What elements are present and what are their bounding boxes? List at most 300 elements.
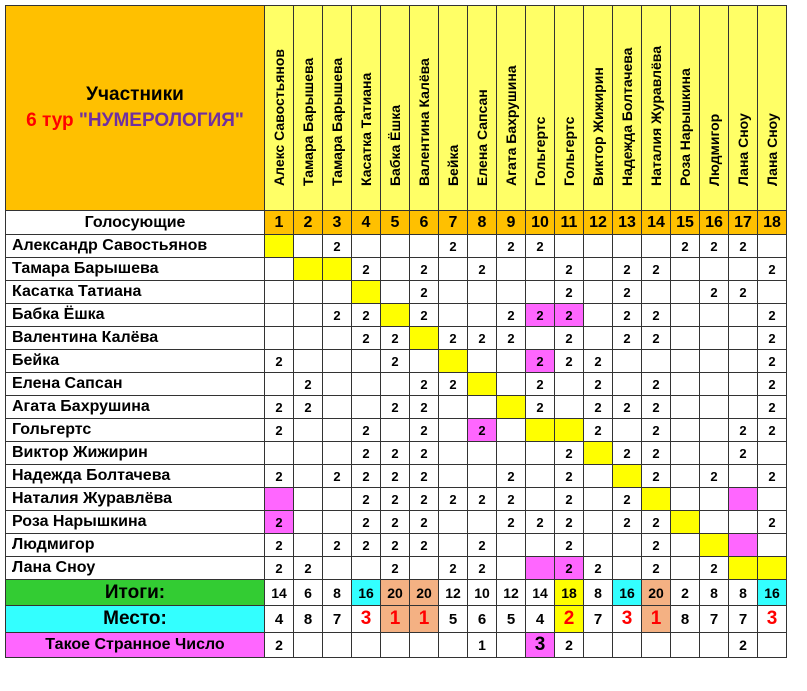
vote-cell: 2 xyxy=(381,465,410,488)
voter-name: Елена Сапсан xyxy=(6,373,265,396)
vote-cell: 2 xyxy=(439,373,468,396)
vote-cell xyxy=(352,557,381,580)
total-cell: 20 xyxy=(642,580,671,606)
vote-cell xyxy=(729,304,758,327)
vote-cell xyxy=(265,235,294,258)
total-cell: 10 xyxy=(468,580,497,606)
vote-cell xyxy=(642,235,671,258)
vote-cell: 2 xyxy=(729,442,758,465)
participant-name: Людмигор xyxy=(706,113,722,186)
vote-cell xyxy=(468,442,497,465)
voter-row xyxy=(6,373,787,396)
vote-cell: 2 xyxy=(265,557,294,580)
participant-name: Виктор Жижирин xyxy=(590,67,606,186)
strange-number-label: Такое Странное Число xyxy=(6,633,265,658)
vote-cell xyxy=(294,304,323,327)
vote-cell xyxy=(294,419,323,442)
vote-cell: 2 xyxy=(613,281,642,304)
vote-cell: 2 xyxy=(584,373,613,396)
participant-number: 10 xyxy=(526,211,555,235)
vote-cell: 2 xyxy=(555,350,584,373)
vote-cell xyxy=(584,511,613,534)
vote-cell: 2 xyxy=(381,534,410,557)
vote-cell xyxy=(294,488,323,511)
vote-cell xyxy=(729,327,758,350)
vote-cell: 2 xyxy=(497,465,526,488)
vote-cell: 2 xyxy=(352,534,381,557)
strange-number-cell: 3 xyxy=(526,633,555,658)
place-cell: 4 xyxy=(265,606,294,633)
vote-cell xyxy=(584,327,613,350)
participant-header xyxy=(671,6,700,211)
vote-cell: 2 xyxy=(410,373,439,396)
vote-cell: 2 xyxy=(555,557,584,580)
vote-cell: 2 xyxy=(526,511,555,534)
vote-cell xyxy=(323,327,352,350)
vote-cell: 2 xyxy=(555,327,584,350)
vote-cell: 2 xyxy=(410,534,439,557)
vote-cell: 2 xyxy=(642,373,671,396)
voter-name: Лана Сноу xyxy=(6,557,265,580)
voter-row xyxy=(6,534,787,557)
vote-cell: 2 xyxy=(758,327,787,350)
vote-cell xyxy=(294,327,323,350)
vote-cell xyxy=(584,235,613,258)
participant-name: Надежда Болтачева xyxy=(619,47,635,186)
vote-cell xyxy=(468,373,497,396)
vote-cell: 2 xyxy=(555,258,584,281)
strange-number-cell xyxy=(584,633,613,658)
strange-number-cell: 2 xyxy=(555,633,584,658)
vote-cell: 2 xyxy=(410,419,439,442)
participant-name: Лана Сноу xyxy=(735,113,751,186)
vote-cell xyxy=(352,281,381,304)
vote-cell: 2 xyxy=(439,488,468,511)
participant-header xyxy=(642,6,671,211)
vote-cell xyxy=(700,419,729,442)
place-cell: 6 xyxy=(468,606,497,633)
vote-cell: 2 xyxy=(758,419,787,442)
vote-cell xyxy=(265,373,294,396)
participant-name: Елена Сапсан xyxy=(474,89,490,186)
vote-cell xyxy=(439,281,468,304)
vote-cell xyxy=(758,557,787,580)
voter-row xyxy=(6,557,787,580)
vote-cell: 2 xyxy=(700,281,729,304)
strange-number-cell xyxy=(352,633,381,658)
vote-cell xyxy=(584,304,613,327)
vote-cell xyxy=(323,419,352,442)
vote-cell: 2 xyxy=(439,557,468,580)
total-cell: 16 xyxy=(352,580,381,606)
vote-cell xyxy=(526,465,555,488)
vote-cell: 2 xyxy=(526,396,555,419)
place-cell: 5 xyxy=(497,606,526,633)
participant-number: 11 xyxy=(555,211,584,235)
vote-cell: 2 xyxy=(323,465,352,488)
voter-name: Роза Нарышкина xyxy=(6,511,265,534)
vote-cell: 2 xyxy=(613,258,642,281)
vote-cell: 2 xyxy=(410,258,439,281)
participant-name: Тамара Барышева xyxy=(329,57,345,186)
strange-number-cell xyxy=(294,633,323,658)
vote-cell xyxy=(729,557,758,580)
participant-name: Бабка Ёшка xyxy=(387,104,403,186)
vote-cell xyxy=(526,534,555,557)
participant-number: 4 xyxy=(352,211,381,235)
vote-cell xyxy=(671,373,700,396)
voter-name: Агата Бахрушина xyxy=(6,396,265,419)
vote-cell xyxy=(323,258,352,281)
strange-number-cell: 2 xyxy=(729,633,758,658)
participant-number: 17 xyxy=(729,211,758,235)
vote-cell xyxy=(642,281,671,304)
vote-cell xyxy=(497,258,526,281)
vote-cell xyxy=(265,442,294,465)
vote-cell: 2 xyxy=(439,235,468,258)
vote-cell: 2 xyxy=(497,511,526,534)
vote-cell xyxy=(323,396,352,419)
vote-cell: 2 xyxy=(642,442,671,465)
vote-cell xyxy=(294,350,323,373)
theme-label: "НУМЕРОЛОГИЯ" xyxy=(78,110,244,131)
voter-name: Виктор Жижирин xyxy=(6,442,265,465)
total-cell: 14 xyxy=(526,580,555,606)
title-cell xyxy=(6,6,265,211)
strange-number-cell xyxy=(671,633,700,658)
place-cell: 8 xyxy=(294,606,323,633)
vote-cell xyxy=(439,465,468,488)
participant-number: 1 xyxy=(265,211,294,235)
place-cell: 8 xyxy=(671,606,700,633)
voter-row xyxy=(6,465,787,488)
vote-cell: 2 xyxy=(555,488,584,511)
vote-cell: 2 xyxy=(381,442,410,465)
vote-cell xyxy=(439,350,468,373)
vote-cell xyxy=(468,281,497,304)
vote-cell xyxy=(497,534,526,557)
vote-cell: 2 xyxy=(613,396,642,419)
vote-cell xyxy=(642,350,671,373)
vote-cell xyxy=(526,488,555,511)
voter-name: Валентина Калёва xyxy=(6,327,265,350)
vote-cell: 2 xyxy=(642,419,671,442)
round-theme xyxy=(6,110,264,132)
participant-header xyxy=(555,6,584,211)
voter-row xyxy=(6,235,787,258)
place-cell: 1 xyxy=(410,606,439,633)
vote-cell: 2 xyxy=(613,327,642,350)
vote-cell xyxy=(323,488,352,511)
voter-name: Александр Савостьянов xyxy=(6,235,265,258)
voter-row xyxy=(6,396,787,419)
participant-header xyxy=(468,6,497,211)
vote-cell xyxy=(439,396,468,419)
vote-cell xyxy=(700,396,729,419)
vote-cell: 2 xyxy=(294,373,323,396)
vote-cell xyxy=(671,557,700,580)
vote-cell xyxy=(323,350,352,373)
vote-cell xyxy=(439,419,468,442)
participant-number: 2 xyxy=(294,211,323,235)
vote-cell: 2 xyxy=(729,235,758,258)
strange-number-row xyxy=(6,633,787,658)
vote-cell: 2 xyxy=(700,465,729,488)
voter-name: Людмигор xyxy=(6,534,265,557)
strange-number-cell xyxy=(497,633,526,658)
vote-cell xyxy=(671,488,700,511)
vote-cell: 2 xyxy=(294,396,323,419)
vote-cell xyxy=(700,350,729,373)
vote-cell xyxy=(758,281,787,304)
vote-cell: 2 xyxy=(265,465,294,488)
place-cell: 3 xyxy=(352,606,381,633)
vote-cell: 2 xyxy=(468,419,497,442)
vote-cell xyxy=(700,534,729,557)
total-cell: 8 xyxy=(584,580,613,606)
strange-number-cell xyxy=(613,633,642,658)
vote-cell: 2 xyxy=(584,419,613,442)
place-cell: 4 xyxy=(526,606,555,633)
vote-cell xyxy=(265,304,294,327)
participant-header xyxy=(729,6,758,211)
voter-name: Касатка Татиана xyxy=(6,281,265,304)
participant-header xyxy=(584,6,613,211)
vote-cell: 2 xyxy=(642,327,671,350)
place-cell: 7 xyxy=(584,606,613,633)
vote-cell: 2 xyxy=(758,511,787,534)
vote-cell xyxy=(729,373,758,396)
vote-cell: 2 xyxy=(468,557,497,580)
participant-number: 5 xyxy=(381,211,410,235)
place-cell: 7 xyxy=(700,606,729,633)
vote-cell: 2 xyxy=(381,488,410,511)
vote-cell: 2 xyxy=(352,327,381,350)
participant-name: Тамара Барышева xyxy=(300,57,316,186)
vote-cell: 2 xyxy=(323,304,352,327)
participant-number: 3 xyxy=(323,211,352,235)
participant-name: Агата Бахрушина xyxy=(503,65,519,186)
vote-cell xyxy=(729,534,758,557)
vote-cell: 2 xyxy=(294,557,323,580)
place-cell: 3 xyxy=(758,606,787,633)
vote-cell: 2 xyxy=(729,419,758,442)
vote-cell xyxy=(439,304,468,327)
vote-cell: 2 xyxy=(497,235,526,258)
participant-header xyxy=(497,6,526,211)
vote-cell xyxy=(265,258,294,281)
vote-cell xyxy=(758,534,787,557)
vote-cell xyxy=(468,235,497,258)
vote-cell xyxy=(352,373,381,396)
vote-cell xyxy=(729,350,758,373)
vote-cell xyxy=(526,419,555,442)
vote-cell: 2 xyxy=(555,281,584,304)
vote-cell xyxy=(671,465,700,488)
vote-cell xyxy=(352,350,381,373)
vote-cell: 2 xyxy=(758,258,787,281)
voter-name: Гольгертс xyxy=(6,419,265,442)
vote-cell: 2 xyxy=(468,534,497,557)
vote-cell xyxy=(497,419,526,442)
total-cell: 8 xyxy=(323,580,352,606)
place-cell: 3 xyxy=(613,606,642,633)
vote-cell xyxy=(294,465,323,488)
vote-cell xyxy=(700,327,729,350)
vote-cell xyxy=(613,534,642,557)
voter-row xyxy=(6,442,787,465)
participant-name: Бейка xyxy=(445,144,461,186)
vote-cell xyxy=(671,419,700,442)
participant-header xyxy=(410,6,439,211)
vote-cell xyxy=(323,442,352,465)
participant-number: 7 xyxy=(439,211,468,235)
strange-number-cell xyxy=(642,633,671,658)
vote-cell: 2 xyxy=(410,304,439,327)
vote-cell xyxy=(584,534,613,557)
vote-cell xyxy=(584,258,613,281)
place-cell: 5 xyxy=(439,606,468,633)
vote-cell: 2 xyxy=(642,304,671,327)
vote-cell xyxy=(439,442,468,465)
participant-name: Валентина Калёва xyxy=(416,58,432,186)
participant-header xyxy=(323,6,352,211)
vote-cell xyxy=(555,373,584,396)
voter-row xyxy=(6,281,787,304)
vote-cell xyxy=(555,419,584,442)
vote-cell: 2 xyxy=(323,235,352,258)
voter-row xyxy=(6,488,787,511)
vote-cell: 2 xyxy=(613,442,642,465)
vote-cell xyxy=(294,534,323,557)
vote-cell: 2 xyxy=(758,465,787,488)
vote-cell xyxy=(671,281,700,304)
vote-cell: 2 xyxy=(758,304,787,327)
vote-cell xyxy=(671,511,700,534)
vote-cell xyxy=(613,235,642,258)
results-table xyxy=(5,5,787,658)
participants-title: Участники xyxy=(86,84,184,105)
total-cell: 16 xyxy=(758,580,787,606)
vote-cell: 2 xyxy=(352,465,381,488)
participant-number: 9 xyxy=(497,211,526,235)
round-label: 6 тур xyxy=(26,110,74,131)
total-cell: 8 xyxy=(700,580,729,606)
vote-cell xyxy=(497,557,526,580)
participant-header xyxy=(700,6,729,211)
vote-cell: 2 xyxy=(410,396,439,419)
total-cell: 8 xyxy=(729,580,758,606)
vote-cell xyxy=(526,327,555,350)
vote-cell xyxy=(439,534,468,557)
number-row xyxy=(6,211,787,235)
strange-number-cell xyxy=(410,633,439,658)
strange-number-cell xyxy=(700,633,729,658)
vote-cell xyxy=(468,304,497,327)
vote-cell: 2 xyxy=(410,465,439,488)
vote-cell xyxy=(642,488,671,511)
voters-title: Голосующие xyxy=(6,211,265,235)
voter-name: Наталия Журавлёва xyxy=(6,488,265,511)
vote-cell xyxy=(613,465,642,488)
vote-cell: 2 xyxy=(410,281,439,304)
vote-cell xyxy=(729,465,758,488)
vote-cell: 2 xyxy=(642,258,671,281)
vote-cell: 2 xyxy=(265,419,294,442)
vote-cell: 2 xyxy=(555,442,584,465)
vote-cell: 2 xyxy=(555,465,584,488)
vote-cell: 2 xyxy=(613,304,642,327)
participant-name: Лана Сноу xyxy=(764,113,780,186)
vote-cell: 2 xyxy=(526,350,555,373)
vote-cell: 2 xyxy=(468,327,497,350)
vote-cell xyxy=(613,557,642,580)
vote-cell xyxy=(381,281,410,304)
voter-row xyxy=(6,419,787,442)
vote-cell xyxy=(323,373,352,396)
participant-number: 6 xyxy=(410,211,439,235)
total-cell: 14 xyxy=(265,580,294,606)
vote-cell: 2 xyxy=(381,511,410,534)
vote-cell: 2 xyxy=(323,534,352,557)
vote-cell xyxy=(671,350,700,373)
vote-cell: 2 xyxy=(352,304,381,327)
vote-cell xyxy=(758,235,787,258)
vote-cell: 2 xyxy=(352,511,381,534)
vote-cell: 2 xyxy=(352,488,381,511)
participant-header xyxy=(381,6,410,211)
total-cell: 2 xyxy=(671,580,700,606)
vote-cell xyxy=(671,327,700,350)
vote-cell xyxy=(700,488,729,511)
vote-cell xyxy=(294,258,323,281)
vote-cell: 2 xyxy=(265,534,294,557)
participant-header xyxy=(265,6,294,211)
vote-cell: 2 xyxy=(410,488,439,511)
vote-cell xyxy=(410,557,439,580)
total-cell: 20 xyxy=(410,580,439,606)
vote-cell: 2 xyxy=(497,304,526,327)
place-cell: 7 xyxy=(729,606,758,633)
place-cell: 2 xyxy=(555,606,584,633)
vote-cell xyxy=(468,465,497,488)
vote-cell: 2 xyxy=(642,534,671,557)
vote-cell xyxy=(555,396,584,419)
participant-header xyxy=(294,6,323,211)
participant-name: Алекс Савостьянов xyxy=(271,49,287,186)
total-cell: 12 xyxy=(497,580,526,606)
vote-cell xyxy=(526,557,555,580)
vote-cell: 2 xyxy=(729,281,758,304)
vote-cell xyxy=(294,281,323,304)
vote-cell xyxy=(497,442,526,465)
participant-header xyxy=(439,6,468,211)
voter-name: Надежда Болтачева xyxy=(6,465,265,488)
vote-cell xyxy=(352,396,381,419)
vote-cell: 2 xyxy=(381,350,410,373)
places-label: Место: xyxy=(6,606,265,633)
vote-cell: 2 xyxy=(265,350,294,373)
strange-number-cell: 2 xyxy=(265,633,294,658)
vote-cell xyxy=(758,442,787,465)
vote-cell xyxy=(294,235,323,258)
vote-cell: 2 xyxy=(584,350,613,373)
vote-cell xyxy=(671,442,700,465)
vote-cell xyxy=(468,511,497,534)
vote-cell: 2 xyxy=(613,511,642,534)
vote-cell xyxy=(497,350,526,373)
voter-row xyxy=(6,327,787,350)
